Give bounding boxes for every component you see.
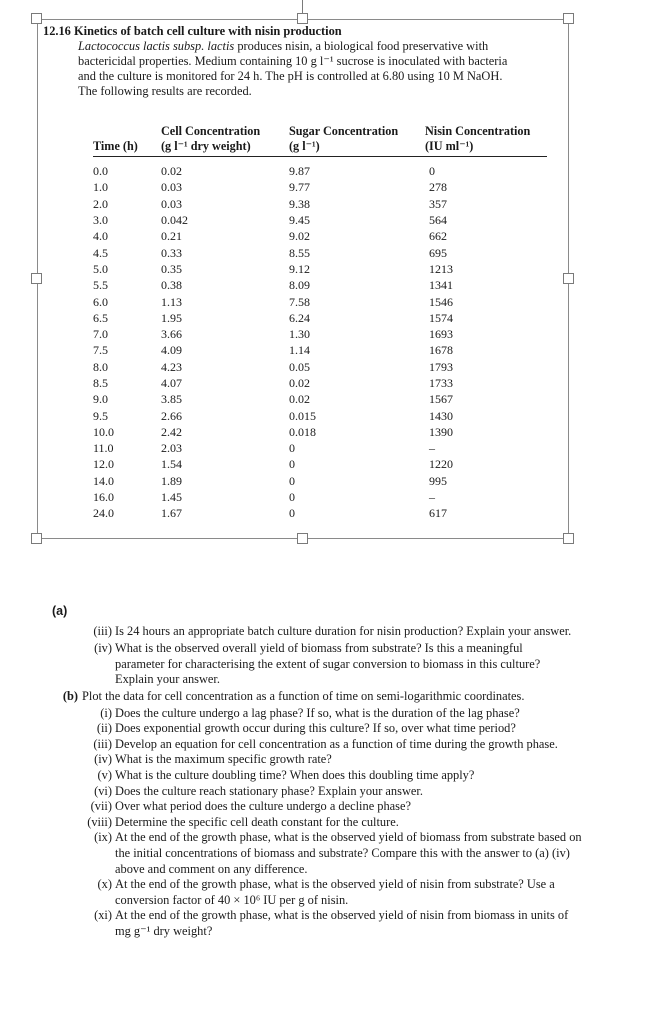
cell-time: 8.5 (93, 376, 108, 390)
part-b-questions (52, 706, 612, 940)
cell-time: 24.0 (93, 506, 114, 521)
question-label: (iii) (93, 623, 112, 638)
cell-time: 6.0 (93, 294, 108, 309)
cell-time: 6.5 (93, 310, 108, 325)
cell-sugar: 0.02 (289, 392, 310, 407)
description-line: bactericidal properties. Medium containing 10 g l⁻¹ sucrose is inoculated with bacteria (78, 54, 508, 68)
table-row (93, 391, 547, 407)
question-label: (iii) (93, 736, 112, 751)
cell-biomass: 3.85 (161, 392, 182, 407)
question-label: (iv) (94, 752, 112, 767)
cell-biomass: 4.07 (161, 376, 182, 390)
cell-biomass: 1.67 (161, 506, 182, 521)
question-b-item (52, 721, 612, 737)
table-row (93, 196, 547, 212)
table-row (93, 359, 547, 375)
question-text: What is the maximum specific growth rate? (115, 752, 332, 767)
question-b-item (52, 706, 612, 722)
table-row (93, 277, 547, 293)
cell-biomass: 1.13 (161, 294, 182, 309)
resize-handle-top-middle[interactable] (297, 13, 308, 24)
table-header-row (93, 124, 547, 157)
table-row (93, 310, 547, 326)
resize-handle-top-right[interactable] (563, 13, 574, 24)
cell-time: 9.5 (93, 408, 108, 423)
cell-nisin: 564 (429, 213, 447, 228)
cell-nisin: 617 (429, 506, 447, 521)
question-text: Determine the specific cell death constant for the culture. (115, 814, 399, 829)
cell-biomass: 1.95 (161, 310, 182, 325)
cell-time: 4.5 (93, 245, 108, 260)
table-row (93, 456, 547, 472)
cell-nisin: 995 (429, 473, 447, 488)
resize-handle-bottom-right[interactable] (563, 533, 574, 544)
resize-handle-top-left[interactable] (31, 13, 42, 24)
part-a-label: (a) (52, 604, 68, 618)
cell-sugar: 1.14 (289, 343, 310, 358)
cell-time: 11.0 (93, 441, 114, 456)
cell-sugar: 0.02 (289, 376, 310, 390)
cell-sugar: 9.45 (289, 213, 310, 228)
question-label: (ix) (94, 830, 112, 845)
table-row (93, 179, 547, 195)
cell-biomass: 0.03 (161, 196, 182, 211)
question-a-iii (52, 624, 612, 640)
question-b-item (52, 815, 612, 831)
question-label: (xi) (94, 908, 112, 923)
description-line: Lactococcus lactis subsp. lactis produces nisin, a biological food preservative with (78, 39, 489, 53)
question-b-item (52, 784, 612, 800)
question-text: At the end of the growth phase, what is the observed yield of biomass from substrate based on the initial concentrations of biomass and substrate? Compare this with the answer to (a) (iv) above and comment on any difference. (115, 830, 582, 876)
cell-sugar: 0.015 (289, 408, 316, 423)
cell-sugar: 0 (289, 441, 295, 456)
part-b-label: (b) (62, 688, 78, 703)
cell-nisin: 695 (429, 245, 447, 260)
problem-number: 12.16 (43, 24, 71, 38)
cell-time: 7.0 (93, 327, 108, 342)
cell-time: 10.0 (93, 424, 114, 439)
cell-nisin: 662 (429, 229, 447, 244)
cell-sugar: 0 (289, 457, 295, 472)
question-label: (v) (97, 767, 112, 782)
cell-sugar: 8.09 (289, 278, 310, 293)
cell-time: 12.0 (93, 457, 114, 472)
cell-nisin: 1213 (429, 261, 453, 276)
table-row (93, 261, 547, 277)
cell-biomass: 3.66 (161, 327, 182, 342)
question-label: (vii) (90, 799, 112, 814)
question-text: At the end of the growth phase, what is the observed yield of nisin from substrate? Use a conversion factor of 40 × 10⁶ IU per g of nisin. (115, 877, 555, 907)
question-label: (vi) (94, 783, 112, 798)
question-label: (i) (100, 705, 112, 720)
cell-time: 2.0 (93, 196, 108, 211)
cell-biomass: 0.38 (161, 278, 182, 293)
problem-title: Kinetics of batch cell culture with nisin production (74, 24, 342, 38)
question-label: (x) (97, 877, 112, 892)
question-text: Does the culture undergo a lag phase? If so, what is the duration of the lag phase? (115, 705, 520, 720)
question-a-iv (52, 641, 612, 688)
cell-nisin: – (429, 441, 435, 456)
table-row (93, 157, 547, 180)
cell-time: 9.0 (93, 392, 108, 407)
cell-time: 4.0 (93, 229, 108, 244)
question-b-item (52, 830, 612, 877)
cell-time: 1.0 (93, 180, 108, 195)
cell-nisin: 1390 (429, 424, 453, 439)
cell-biomass: 0.03 (161, 180, 182, 195)
table-row (93, 244, 547, 260)
question-text: Does exponential growth occur during this culture? If so, over what time period? (115, 721, 516, 736)
table-row (93, 228, 547, 244)
cell-time: 5.5 (93, 278, 108, 293)
table-row (93, 342, 547, 358)
cell-biomass: 0.02 (161, 164, 182, 179)
cell-biomass: 4.09 (161, 343, 182, 358)
question-text: Plot the data for cell concentration as a function of time on semi-logarithmic coordinates. (82, 688, 525, 703)
cell-nisin: 1693 (429, 327, 453, 342)
question-b-item (52, 908, 612, 939)
table-body (93, 157, 547, 522)
table-row (93, 505, 547, 521)
cell-biomass: 1.45 (161, 490, 182, 505)
cell-time: 14.0 (93, 473, 114, 488)
cell-nisin: 1733 (429, 376, 453, 390)
resize-handle-middle-right[interactable] (563, 273, 574, 284)
cell-nisin: 1220 (429, 457, 453, 472)
question-b-item (52, 752, 612, 768)
cell-sugar: 1.30 (289, 327, 310, 342)
question-label: (iv) (94, 641, 112, 656)
cell-biomass: 1.54 (161, 457, 182, 472)
cell-time: 5.0 (93, 261, 108, 276)
cell-nisin: 0 (429, 164, 435, 179)
question-b-intro (52, 689, 612, 705)
question-text: Over what period does the culture undergo a decline phase? (115, 799, 412, 814)
problem-statement (43, 24, 563, 99)
cell-sugar: 0 (289, 473, 295, 488)
cell-nisin: 1678 (429, 343, 453, 358)
resize-handle-bottom-left[interactable] (31, 533, 42, 544)
question-text: Develop an equation for cell concentration as a function of time during the growth phase. (115, 736, 558, 751)
cell-biomass: 2.66 (161, 408, 182, 423)
table-row (93, 212, 547, 228)
cell-sugar: 0 (289, 506, 295, 521)
problem-heading (43, 24, 563, 39)
cell-sugar: 9.77 (289, 180, 310, 195)
cell-biomass: 1.89 (161, 473, 182, 488)
table-row (93, 473, 547, 489)
cell-nisin: 1574 (429, 310, 453, 325)
resize-handle-bottom-middle[interactable] (297, 533, 308, 544)
organism-name: Lactococcus lactis subsp. lactis (78, 39, 235, 53)
question-text: What is the observed overall yield of biomass from substrate? Is this a meaningful parameter for characterising the extent of sugar conversion to biomass in this culture? Explain your answer. (115, 641, 541, 687)
questions-section (52, 604, 612, 939)
results-table (93, 124, 547, 522)
table-row (93, 424, 547, 440)
question-b-item (52, 877, 612, 908)
cell-sugar: 9.12 (289, 261, 310, 276)
cell-nisin: 1546 (429, 294, 453, 309)
cell-sugar: 8.55 (289, 245, 310, 260)
cell-time: 7.5 (93, 343, 108, 358)
header-time: Time (h) (93, 139, 138, 153)
question-b-item (52, 768, 612, 784)
cell-sugar: 6.24 (289, 310, 310, 325)
question-label: (ii) (96, 721, 112, 736)
cell-sugar: 9.38 (289, 196, 310, 211)
table-row (93, 489, 547, 505)
cell-sugar: 9.87 (289, 164, 310, 179)
question-text: What is the culture doubling time? When does this doubling time apply? (115, 767, 475, 782)
cell-sugar: 0 (289, 490, 295, 505)
description-line: The following results are recorded. (78, 84, 252, 98)
question-text: At the end of the growth phase, what is the observed yield of nisin from biomass in units of mg g⁻¹ dry weight? (115, 908, 569, 938)
cell-nisin: 1567 (429, 392, 453, 407)
cell-nisin: 1793 (429, 359, 453, 374)
cell-biomass: 4.23 (161, 359, 182, 374)
cell-nisin: 357 (429, 196, 447, 211)
cell-biomass: 0.35 (161, 261, 182, 276)
cell-time: 8.0 (93, 359, 108, 374)
cell-biomass: 0.21 (161, 229, 182, 244)
table-row (93, 375, 547, 391)
header-sugar-concentration: Sugar Concentration (g l⁻¹) (289, 124, 399, 153)
cell-sugar: 7.58 (289, 294, 310, 309)
cell-nisin: 1430 (429, 408, 453, 423)
problem-description (43, 39, 563, 99)
table-row (93, 440, 547, 456)
question-b-item (52, 737, 612, 753)
table-row (93, 326, 547, 342)
cell-time: 3.0 (93, 213, 108, 228)
cell-biomass: 0.33 (161, 245, 182, 260)
header-cell-concentration: Cell Concentration (g l⁻¹ dry weight) (161, 124, 261, 153)
question-text: Does the culture reach stationary phase? Explain your answer. (115, 783, 423, 798)
description-line: and the culture is monitored for 24 h. The pH is controlled at 6.80 using 10 M NaOH. (78, 69, 503, 83)
cell-time: 0.0 (93, 164, 108, 179)
cell-nisin: – (429, 490, 435, 505)
table-row (93, 293, 547, 309)
cell-biomass: 2.03 (161, 441, 182, 456)
table-row (93, 407, 547, 423)
cell-sugar: 0.05 (289, 359, 310, 374)
cell-nisin: 278 (429, 180, 447, 195)
cell-biomass: 2.42 (161, 424, 182, 439)
cell-nisin: 1341 (429, 278, 453, 293)
cell-time: 16.0 (93, 490, 114, 505)
header-nisin-concentration: Nisin Concentration (IU ml⁻¹) (425, 124, 531, 153)
question-b-item (52, 799, 612, 815)
resize-handle-middle-left[interactable] (31, 273, 42, 284)
cell-sugar: 9.02 (289, 229, 310, 244)
question-text: Is 24 hours an appropriate batch culture duration for nisin production? Explain your answer. (115, 623, 572, 638)
question-label: (viii) (87, 814, 112, 829)
cell-biomass: 0.042 (161, 213, 188, 228)
cell-sugar: 0.018 (289, 424, 316, 439)
